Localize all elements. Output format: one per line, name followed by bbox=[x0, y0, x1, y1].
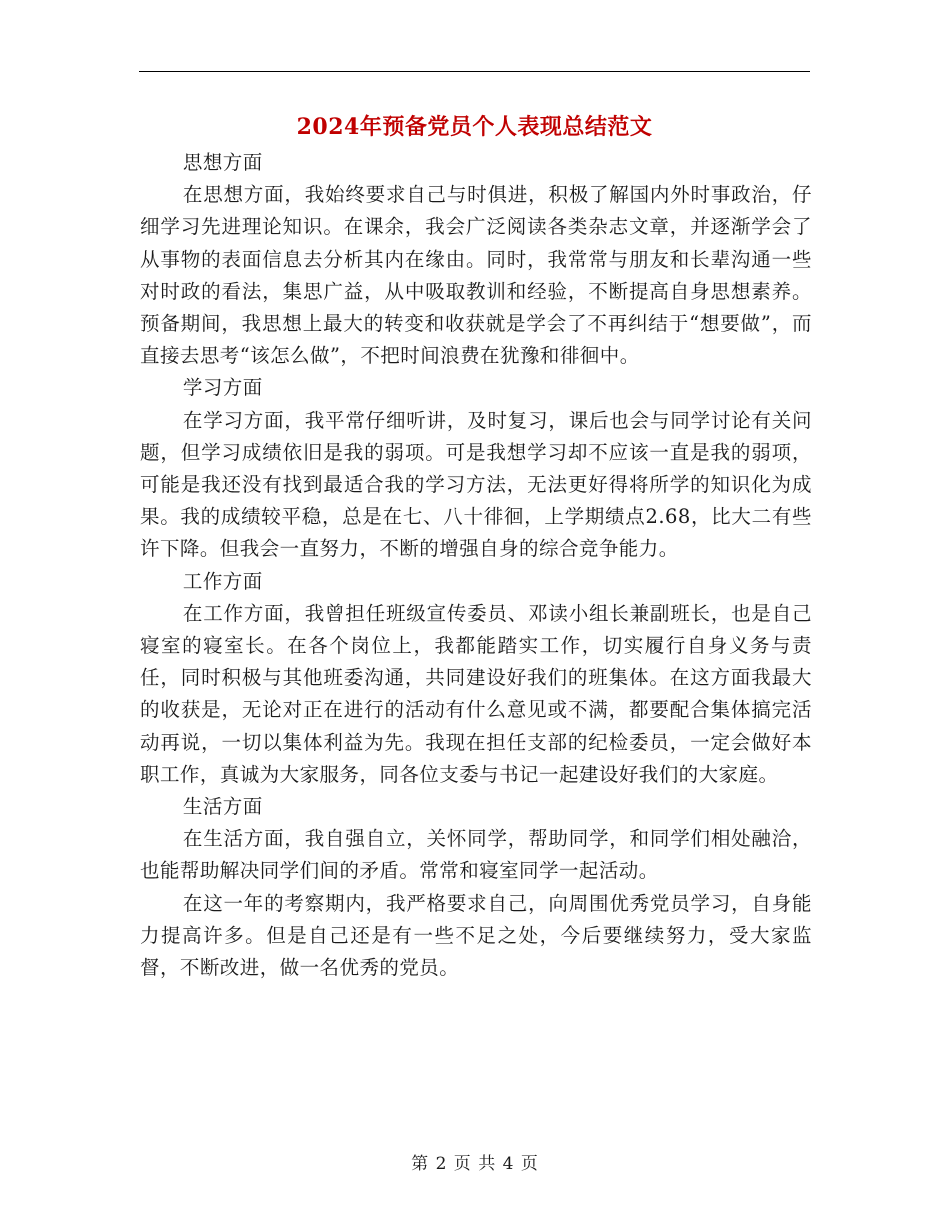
document-body bbox=[140, 147, 812, 984]
section-heading-thought: 思想方面 bbox=[182, 151, 263, 174]
paragraph-study: 在学习方面，我平常仔细听讲，及时复习，课后也会与同学讨论有关问题，但学习成绩依旧是我的弱项。可是我想学习却不应该一直是我的弱项，可能是我还没有找到最适合我的学习方法，无法更好得将所学的知识化为成果。我的成绩较平稳，总是在七、八十徘徊，上学期绩点2.68，比大二有些许下降。但我会一直努力，不断的增强自身的综合竞争能力。 bbox=[140, 408, 812, 561]
paragraph-life: 在生活方面，我自强自立，关怀同学，帮助同学，和同学们相处融洽，也能帮助解决同学们间的矛盾。常常和寝室同学一起活动。 bbox=[140, 827, 812, 883]
section-heading-study: 学习方面 bbox=[182, 376, 263, 400]
section-heading-life: 生活方面 bbox=[182, 795, 263, 819]
paragraph-conclusion: 在这一年的考察期内，我严格要求自己，向周围优秀党员学习，自身能力提高许多。但是自己还是有一些不足之处，今后要继续努力，受大家监督，不断改进，做一名优秀的党员。 bbox=[140, 891, 812, 980]
paragraph-work: 在工作方面，我曾担任班级宣传委员、邓读小组长兼副班长，也是自己寝室的寝室长。在各个岗位上，我都能踏实工作，切实履行自身义务与责任，同时积极与其他班委沟通，共同建设好我们的班集体。在这方面我最大的收获是，无论对正在进行的活动有什么意见或不满，都要配合集体搞完活动再说，一切以集体利益为先。我现在担任支部的纪检委员，一定会做好本职工作，真诚为大家服务，同各位支委与书记一起建设好我们的大家庭。 bbox=[140, 601, 812, 786]
document-title: 2024年预备党员个人表现总结范文 bbox=[296, 114, 653, 140]
section-heading-work: 工作方面 bbox=[182, 569, 263, 593]
page-number-footer: 第 2 页 共 4 页 bbox=[411, 1154, 539, 1174]
paragraph-thought: 在思想方面，我始终要求自己与时俱进，积极了解国内外时事政治，仔细学习先进理论知识。在课余，我会广泛阅读各类杂志文章，并逐渐学会了从事物的表面信息去分析其内在缘由。同时，我常常与朋友和长辈沟通一些对时政的看法，集思广益，从中吸取教训和经验，不断提高自身思想素养。预备期间，我思想上最大的转变和收获就是学会了不再纠结于“想要做”，而直接去思考“该怎么做”，不把时间浪费在犹豫和徘徊中。 bbox=[140, 183, 812, 368]
header-rule bbox=[139, 71, 810, 72]
